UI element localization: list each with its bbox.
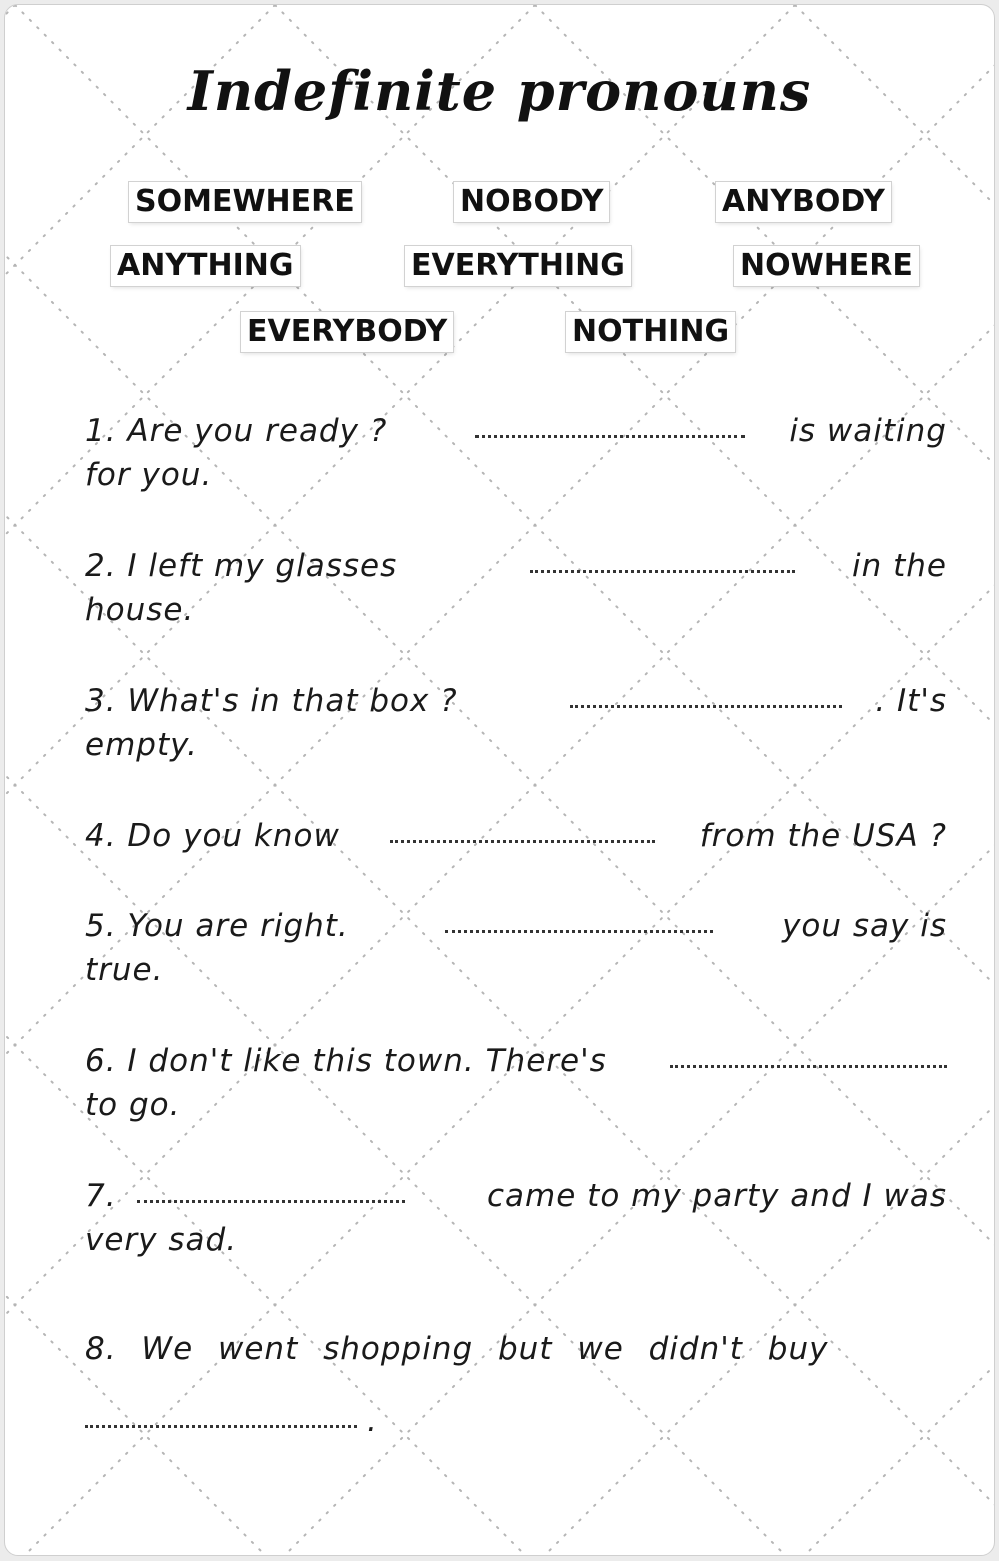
word-nobody: NOBODY — [454, 182, 609, 222]
question-text: you say is — [782, 908, 947, 944]
background-dot-line — [5, 5, 994, 1555]
answer-blank[interactable] — [137, 1200, 405, 1203]
question-text: house. — [85, 592, 195, 628]
answer-blank[interactable] — [530, 570, 795, 573]
background-dot-line — [5, 5, 265, 1555]
dotted-diamond-background — [5, 5, 994, 1555]
answer-blank[interactable] — [85, 1425, 357, 1428]
question-text: to go. — [85, 1087, 181, 1123]
word-everything: EVERYTHING — [405, 246, 631, 286]
background-dot-line — [15, 5, 994, 1555]
question-text: 4. Do you know — [85, 818, 340, 854]
question-text: . It's — [875, 683, 947, 719]
word-nothing: NOTHING — [566, 312, 735, 352]
background-dot-line — [285, 5, 994, 1555]
worksheet — [4, 4, 995, 1556]
background-dot-line — [5, 5, 994, 1555]
word-nowhere: NOWHERE — [734, 246, 919, 286]
word-everybody: EVERYBODY — [241, 312, 453, 352]
question-text: in the — [852, 548, 947, 584]
background-dot-line — [25, 5, 994, 1555]
question-text: 5. You are right. — [85, 908, 349, 944]
background-dot-line — [535, 5, 994, 1555]
background-dot-line — [5, 5, 994, 1555]
question-text: 7. — [85, 1178, 117, 1214]
answer-blank[interactable] — [445, 930, 713, 933]
answer-blank[interactable] — [570, 705, 842, 708]
answer-blank[interactable] — [670, 1065, 947, 1068]
background-dot-line — [805, 5, 994, 1555]
question-text: 8. We went shopping but we didn't buy — [85, 1331, 829, 1367]
word-somewhere: SOMEWHERE — [129, 182, 361, 222]
question-text: came to my party and I was — [487, 1178, 947, 1214]
word-anybody: ANYBODY — [716, 182, 891, 222]
background-dot-line — [5, 5, 535, 1555]
question-text: 3. What's in that box ? — [85, 683, 458, 719]
question-text: 1. Are you ready ? — [85, 413, 388, 449]
question-text: 2. I left my glasses — [85, 548, 398, 584]
answer-blank[interactable] — [390, 840, 655, 843]
background-dot-line — [5, 5, 525, 1555]
background-dot-line — [5, 5, 785, 1555]
word-anything: ANYTHING — [111, 246, 300, 286]
background-dot-line — [5, 5, 795, 1555]
question-text: true. — [85, 952, 164, 988]
question-text: very sad. — [85, 1222, 238, 1258]
background-dot-line — [545, 5, 994, 1555]
background-dot-line — [5, 5, 994, 1555]
answer-blank[interactable] — [475, 435, 745, 438]
question-text: 6. I don't like this town. There's — [85, 1043, 607, 1079]
question-text: from the USA ? — [699, 818, 947, 854]
background-dot-line — [5, 5, 15, 1555]
question-text: is waiting — [789, 413, 947, 449]
question-text: . — [367, 1403, 378, 1439]
background-dot-line — [5, 5, 275, 1555]
question-text: empty. — [85, 727, 198, 763]
background-dot-line — [275, 5, 994, 1555]
background-dot-line — [795, 5, 994, 1555]
question-text: for you. — [85, 457, 213, 493]
worksheet-title: Indefinite pronouns — [187, 59, 812, 123]
